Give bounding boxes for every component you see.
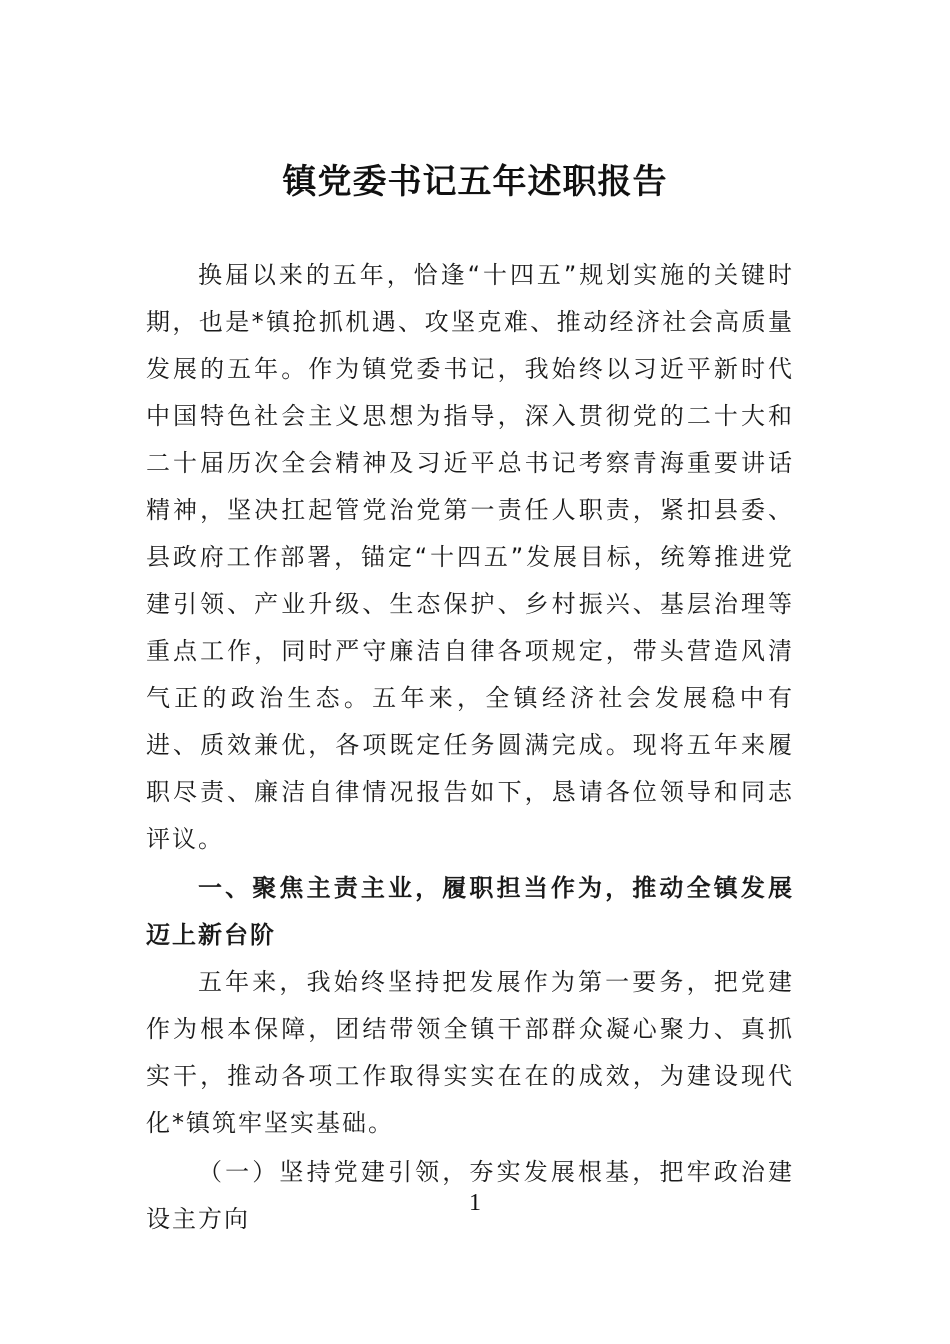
subsection-heading-1: （一）坚持党建引领，夯实发展根基，把牢政治建设主方向 [146, 1158, 794, 1233]
document-title: 镇党委书记五年述职报告 [282, 162, 668, 202]
document-body [146, 252, 794, 1243]
section-1-paragraph: 五年来，我始终坚持把发展作为第一要务，把党建作为根本保障，团结带领全镇干部群众凝心聚力、真抓实干，推动各项工作取得实实在在的成效，为建设现代化*镇筑牢坚实基础。 [146, 968, 794, 1137]
section-heading-1: 一、聚焦主责主业，履职担当作为，推动全镇发展迈上新台阶 [146, 874, 794, 949]
page-number: 1 [469, 1190, 481, 1216]
intro-paragraph: 换届以来的五年，恰逢“十四五”规划实施的关键时期，也是*镇抢抓机遇、攻坚克难、推动经济社会高质量发展的五年。作为镇党委书记，我始终以习近平新时代中国特色社会主义思想为指导，深入贯彻党的二十大和二十届历次全会精神及习近平总书记考察青海重要讲话精神，坚决扛起管党治党第一责任人职责，紧扣县委、县政府工作部署，锚定“十四五”发展目标，统筹推进党建引领、产业升级、生态保护、乡村振兴、基层治理等重点工作，同时严守廉洁自律各项规定，带头营造风清气正的政治生态。五年来，全镇经济社会发展稳中有进、质效兼优，各项既定任务圆满完成。现将五年来履职尽责、廉洁自律情况报告如下，恳请各位领导和同志评议。 [146, 261, 794, 853]
